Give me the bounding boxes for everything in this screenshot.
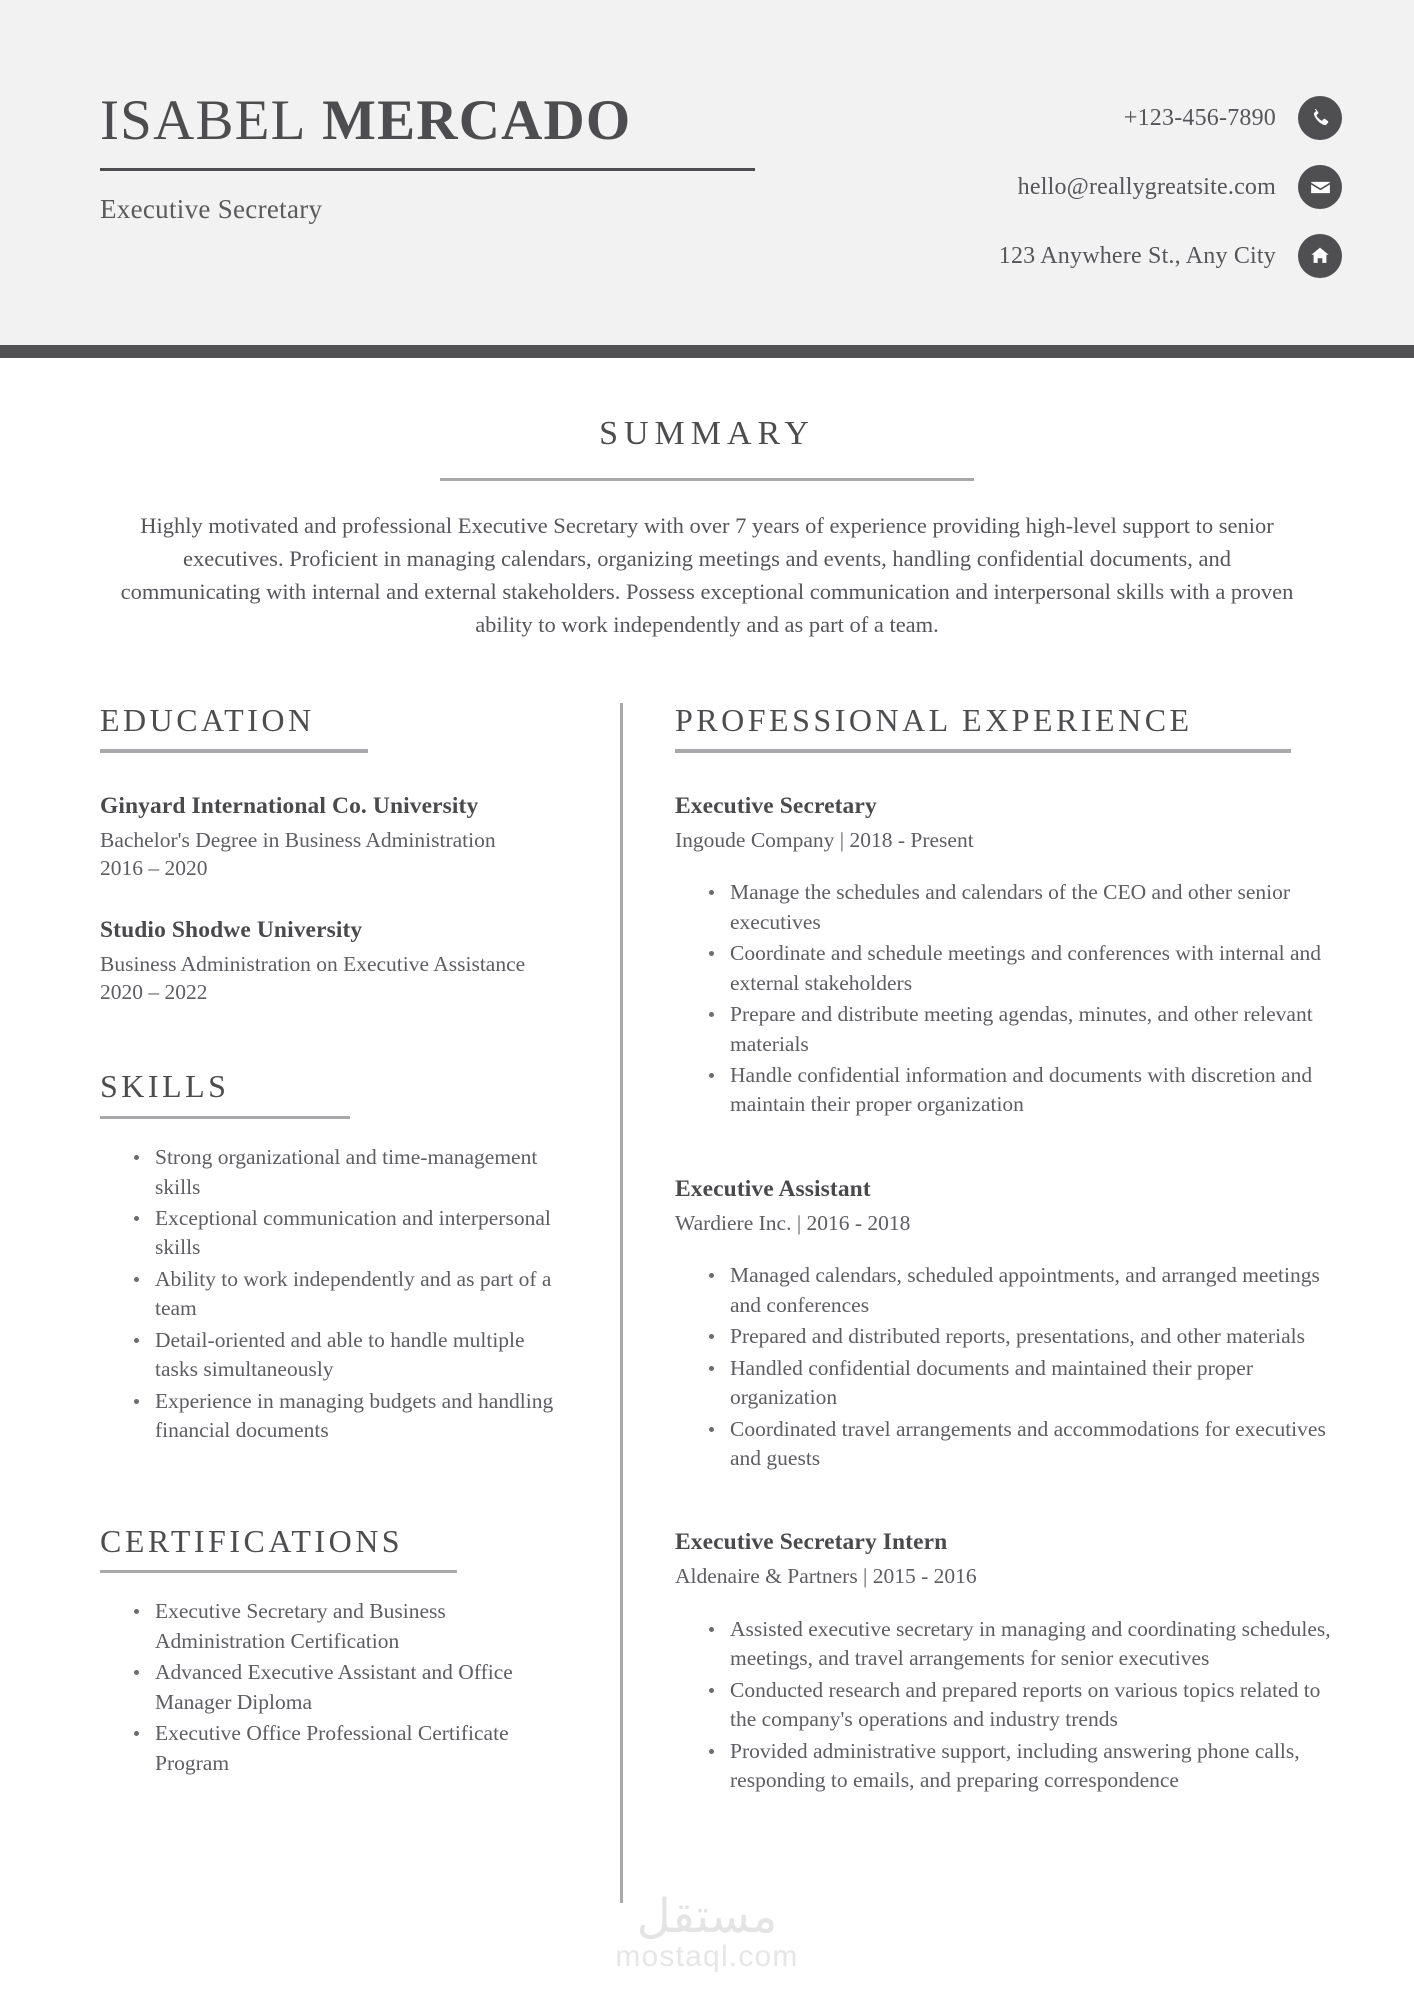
summary-text: Highly motivated and professional Executive Secretary with over 7 years of experience providing high-level support to senior executives. Proficient in managing calendars, organizing meetings and events, handling confidential documents, and communicating with internal and external stakeholders. Possess exceptional communication and interpersonal skills with a proven ability to work independently and as part of a team.	[120, 513, 1294, 638]
home-icon	[1298, 234, 1342, 278]
certifications-heading: CERTIFICATIONS	[100, 1522, 404, 1559]
experience-job-title: Executive Secretary Intern	[675, 1529, 948, 1556]
experience-job-meta: Ingoude Company | 2018 - Present	[675, 827, 974, 852]
list-item: Handle confidential information and documents with discretion and maintain their proper organization	[705, 1061, 1342, 1120]
experience-bullets	[675, 1261, 1342, 1473]
name-first: ISABEL	[100, 89, 307, 152]
list-item: Exceptional communication and interpersonal skills	[130, 1204, 570, 1263]
list-item: Executive Office Professional Certificate Program	[130, 1719, 570, 1778]
phone-icon	[1298, 96, 1342, 140]
list-item: Detail-oriented and able to handle multiple tasks simultaneously	[130, 1326, 570, 1385]
summary-underline-rule	[440, 478, 974, 481]
list-item: Prepared and distributed reports, presentations, and other materials	[705, 1322, 1342, 1351]
experience-entry	[675, 1529, 1342, 1795]
list-item: Assisted executive secretary in managing and coordinating schedules, meetings, and travel arrangements for senior executives	[705, 1615, 1342, 1674]
resume-header	[0, 0, 1414, 345]
list-item: Experience in managing budgets and handling financial documents	[130, 1387, 570, 1446]
candidate-name	[100, 89, 755, 152]
left-column	[100, 703, 570, 1903]
experience-job-meta: Wardiere Inc. | 2016 - 2018	[675, 1210, 911, 1235]
contact-row-phone[interactable]	[999, 96, 1342, 140]
contact-row-address[interactable]	[999, 234, 1342, 278]
list-item: Provided administrative support, including answering phone calls, responding to emails, and preparing correspondence	[705, 1737, 1342, 1796]
education-section	[100, 703, 570, 1006]
education-school: Studio Shodwe University	[100, 916, 363, 943]
contact-address-text: 123 Anywhere St., Any City	[998, 242, 1276, 269]
education-years: 2016 – 2020	[100, 856, 208, 881]
list-item: Handled confidential documents and maintained their proper organization	[705, 1354, 1342, 1413]
contact-block	[999, 0, 1342, 278]
list-item: Ability to work independently and as part of a team	[130, 1265, 570, 1324]
skills-list	[100, 1143, 570, 1446]
list-item: Coordinate and schedule meetings and conferences with internal and external stakeholders	[705, 939, 1342, 998]
education-school: Ginyard International Co. University	[100, 792, 479, 819]
list-item: Coordinated travel arrangements and accommodations for executives and guests	[705, 1415, 1342, 1474]
watermark-arabic-text: مستقل	[636, 1889, 778, 1944]
contact-email-text: hello@reallygreatsite.com	[1017, 173, 1276, 200]
education-degree: Business Administration on Executive Assistance	[100, 951, 526, 976]
education-years: 2020 – 2022	[100, 980, 208, 1005]
watermark	[0, 1889, 1414, 1973]
summary-heading: SUMMARY	[599, 415, 815, 452]
body-columns	[0, 641, 1414, 1903]
header-bottom-rule	[0, 345, 1414, 358]
skills-heading: SKILLS	[100, 1068, 230, 1105]
list-item: Manage the schedules and calendars of the CEO and other senior executives	[705, 878, 1342, 937]
identity-block	[100, 0, 755, 225]
list-item: Executive Secretary and Business Administration Certification	[130, 1597, 570, 1656]
name-last: MERCADO	[322, 89, 632, 152]
experience-entry	[675, 793, 1342, 1120]
list-item: Prepare and distribute meeting agendas, minutes, and other relevant materials	[705, 1000, 1342, 1059]
list-item: Advanced Executive Assistant and Office Manager Diploma	[130, 1658, 570, 1717]
experience-job-title: Executive Secretary	[675, 792, 877, 819]
experience-job-title: Executive Assistant	[675, 1175, 871, 1202]
list-item: Conducted research and prepared reports on various topics related to the company's operations and industry trends	[705, 1676, 1342, 1735]
name-underline-rule	[100, 168, 755, 171]
contact-row-email[interactable]	[999, 165, 1342, 209]
summary-section	[0, 358, 1414, 641]
list-item: Strong organizational and time-management skills	[130, 1143, 570, 1202]
experience-entry	[675, 1176, 1342, 1474]
column-divider	[620, 703, 623, 1903]
experience-heading: PROFESSIONAL EXPERIENCE	[675, 702, 1193, 739]
right-column	[675, 703, 1342, 1903]
education-degree: Bachelor's Degree in Business Administration	[100, 827, 496, 852]
envelope-icon	[1298, 165, 1342, 209]
experience-job-meta: Aldenaire & Partners | 2015 - 2016	[675, 1564, 977, 1589]
contact-phone-text: +123-456-7890	[1123, 104, 1276, 131]
candidate-job-title: Executive Secretary	[100, 194, 323, 224]
education-heading: EDUCATION	[100, 702, 315, 739]
watermark-latin-text: mostaql.com	[615, 1940, 799, 1973]
experience-bullets	[675, 878, 1342, 1120]
education-entry	[100, 917, 570, 1007]
education-entry	[100, 793, 570, 883]
certifications-section	[100, 1524, 570, 1778]
skills-section	[100, 1069, 570, 1445]
certifications-list	[100, 1597, 570, 1778]
experience-bullets	[675, 1615, 1342, 1796]
list-item: Managed calendars, scheduled appointments, and arranged meetings and conferences	[705, 1261, 1342, 1320]
